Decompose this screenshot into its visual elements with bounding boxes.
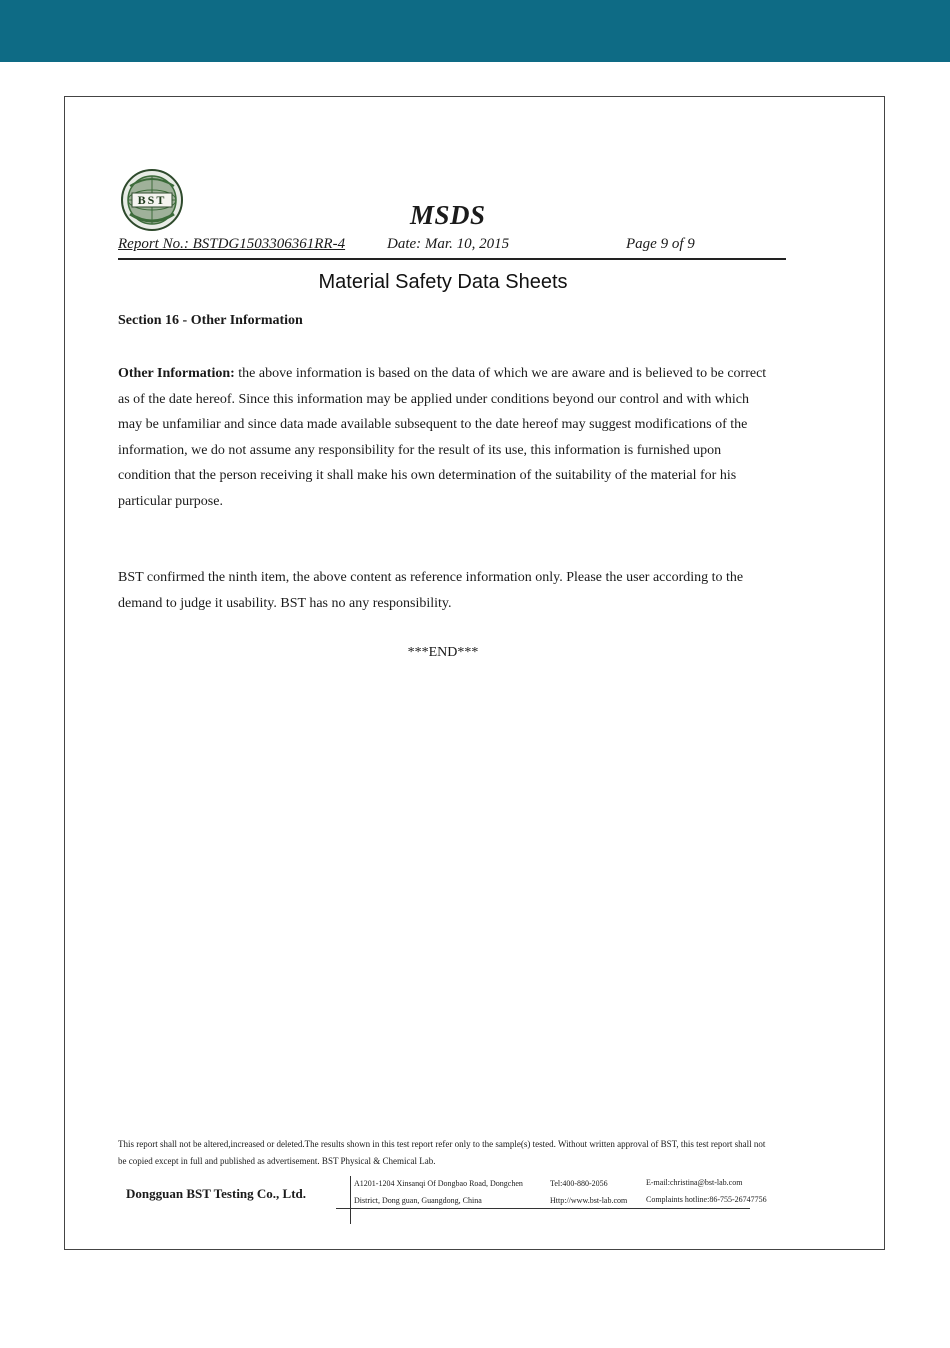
section-heading: Section 16 - Other Information — [118, 313, 303, 328]
bst-logo — [120, 168, 184, 232]
company-name: Dongguan BST Testing Co., Ltd. — [126, 1186, 307, 1201]
address-line-2: District, Dong guan, Guangdong, China — [354, 1196, 482, 1205]
report-number: Report No.: BSTDG1503306361RR-4 — [118, 236, 346, 252]
other-information-paragraph — [118, 361, 774, 514]
document-page — [64, 96, 885, 1250]
document-title: Material Safety Data Sheets — [318, 271, 568, 293]
footer-divider-horizontal — [336, 1208, 750, 1209]
address-line-1: A1201-1204 Xinsanqi Of Dongbao Road, Dongchen — [354, 1179, 523, 1188]
footer-contact-block — [336, 1176, 767, 1224]
telephone: Tel:400-880-2056 — [550, 1179, 608, 1188]
email-link[interactable]: E-mail:christina@bst-lab.com — [646, 1178, 743, 1187]
complaints-hotline: Complaints hotline:86-755-26747756 — [646, 1195, 767, 1204]
top-banner — [0, 0, 950, 62]
page-indicator: Page 9 of 9 — [626, 236, 695, 252]
report-header-line — [118, 236, 786, 260]
other-information-text: the above information is based on the data of which we are aware and is believed to be correct as of the date hereof. Since this information may be applied under conditions beyond our control and with which may be unfamiliar and since data made available subsequent to the date hereof may suggest modifications of the information, we do not assume any responsibility for the result of its use, this information is furnished upon condition that the person receiving it shall make his own determination of the suitability of the material for his particular purpose. — [118, 366, 767, 509]
confirmation-paragraph: BST confirmed the ninth item, the above content as reference information only. Please the user according to the demand to judge it usability. BST has no any responsibility. — [118, 570, 744, 611]
website-link[interactable]: Http://www.bst-lab.com — [550, 1196, 628, 1205]
end-marker: ***END*** — [407, 645, 479, 660]
footer-divider-vertical — [350, 1176, 351, 1224]
msds-title: MSDS — [410, 200, 486, 230]
report-date: Date: Mar. 10, 2015 — [387, 236, 510, 252]
other-information-label: Other Information: — [118, 366, 235, 381]
svg-text:BST: BST — [137, 193, 167, 207]
footer-disclaimer: This report shall not be altered,increased or deleted.The results shown in this test report refer only to the sample(s) tested. Without written approval of BST, this test report shall not be copied except in full and published as advertisement. BST Physical & Chemical Lab. — [118, 1139, 766, 1166]
